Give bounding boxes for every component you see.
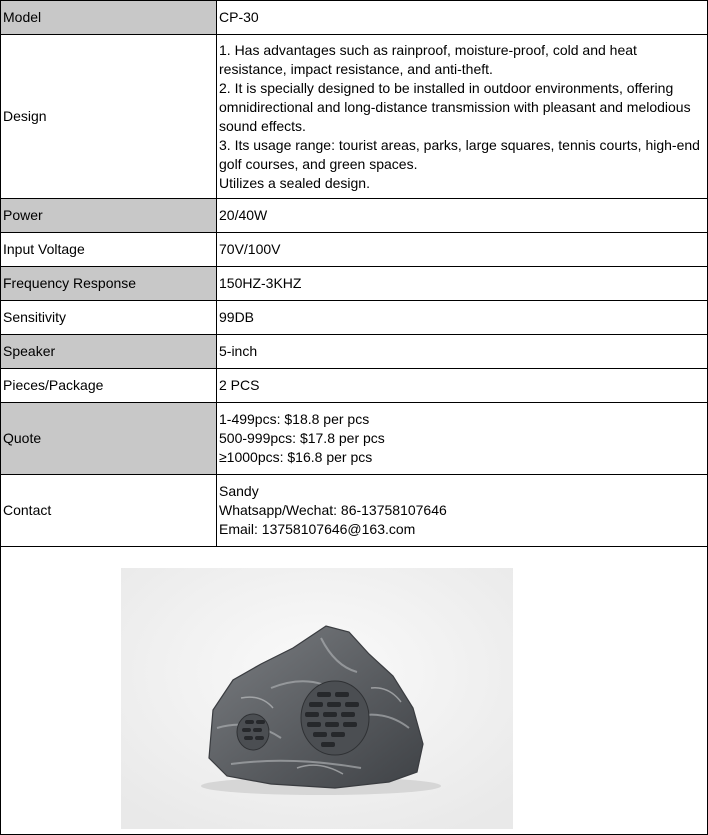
- quote-line: 1-499pcs: $18.8 per pcs: [219, 411, 370, 427]
- row-design: [1, 35, 708, 199]
- quote-line: 500-999pcs: $17.8 per pcs: [219, 430, 385, 446]
- row-speaker: [1, 335, 708, 369]
- value-frequency: 150HZ-3KHZ: [217, 267, 708, 301]
- label-input-voltage: Input Voltage: [1, 233, 217, 267]
- row-input-voltage: [1, 233, 708, 267]
- row-image: [1, 547, 708, 835]
- label-model: Model: [1, 1, 217, 35]
- row-sensitivity: [1, 301, 708, 335]
- design-line: 3. Its usage range: tourist areas, parks, large squares, tennis courts, high-end golf courses, and green spaces.: [219, 136, 700, 172]
- product-photo: [121, 568, 513, 829]
- value-sensitivity: 99DB: [217, 301, 708, 335]
- value-input-voltage: 70V/100V: [217, 233, 708, 267]
- value-quote: [217, 403, 708, 475]
- row-frequency: [1, 267, 708, 301]
- contact-line: Sandy: [219, 483, 259, 499]
- row-power: [1, 199, 708, 233]
- contact-line: Whatsapp/Wechat: 86-13758107646: [219, 502, 447, 518]
- row-contact: [1, 475, 708, 547]
- design-line: 2. It is specially designed to be installed in outdoor environments, offering omnidirectional and long-distance transmission with pleasant and melodious sound effects.: [219, 79, 691, 134]
- value-pieces: 2 PCS: [217, 369, 708, 403]
- label-frequency: Frequency Response: [1, 267, 217, 301]
- design-line: 1. Has advantages such as rainproof, moisture-proof, cold and heat resistance, impact resistance, and anti-theft.: [219, 41, 637, 77]
- label-design: Design: [1, 35, 217, 199]
- rock-speaker-image: [121, 568, 513, 829]
- value-speaker: 5-inch: [217, 335, 708, 369]
- value-model: CP-30: [217, 1, 708, 35]
- value-power: 20/40W: [217, 199, 708, 233]
- label-speaker: Speaker: [1, 335, 217, 369]
- row-model: [1, 1, 708, 35]
- label-quote: Quote: [1, 403, 217, 475]
- row-pieces: [1, 369, 708, 403]
- label-sensitivity: Sensitivity: [1, 301, 217, 335]
- label-pieces: Pieces/Package: [1, 369, 217, 403]
- row-quote: [1, 403, 708, 475]
- value-contact: [217, 475, 708, 547]
- design-line: Utilizes a sealed design.: [219, 174, 370, 191]
- label-contact: Contact: [1, 475, 217, 547]
- value-design: [217, 35, 708, 199]
- label-power: Power: [1, 199, 217, 233]
- image-cell: [1, 547, 708, 835]
- quote-line: ≥1000pcs: $16.8 per pcs: [219, 449, 373, 465]
- contact-line: Email: 13758107646@163.com: [219, 521, 416, 537]
